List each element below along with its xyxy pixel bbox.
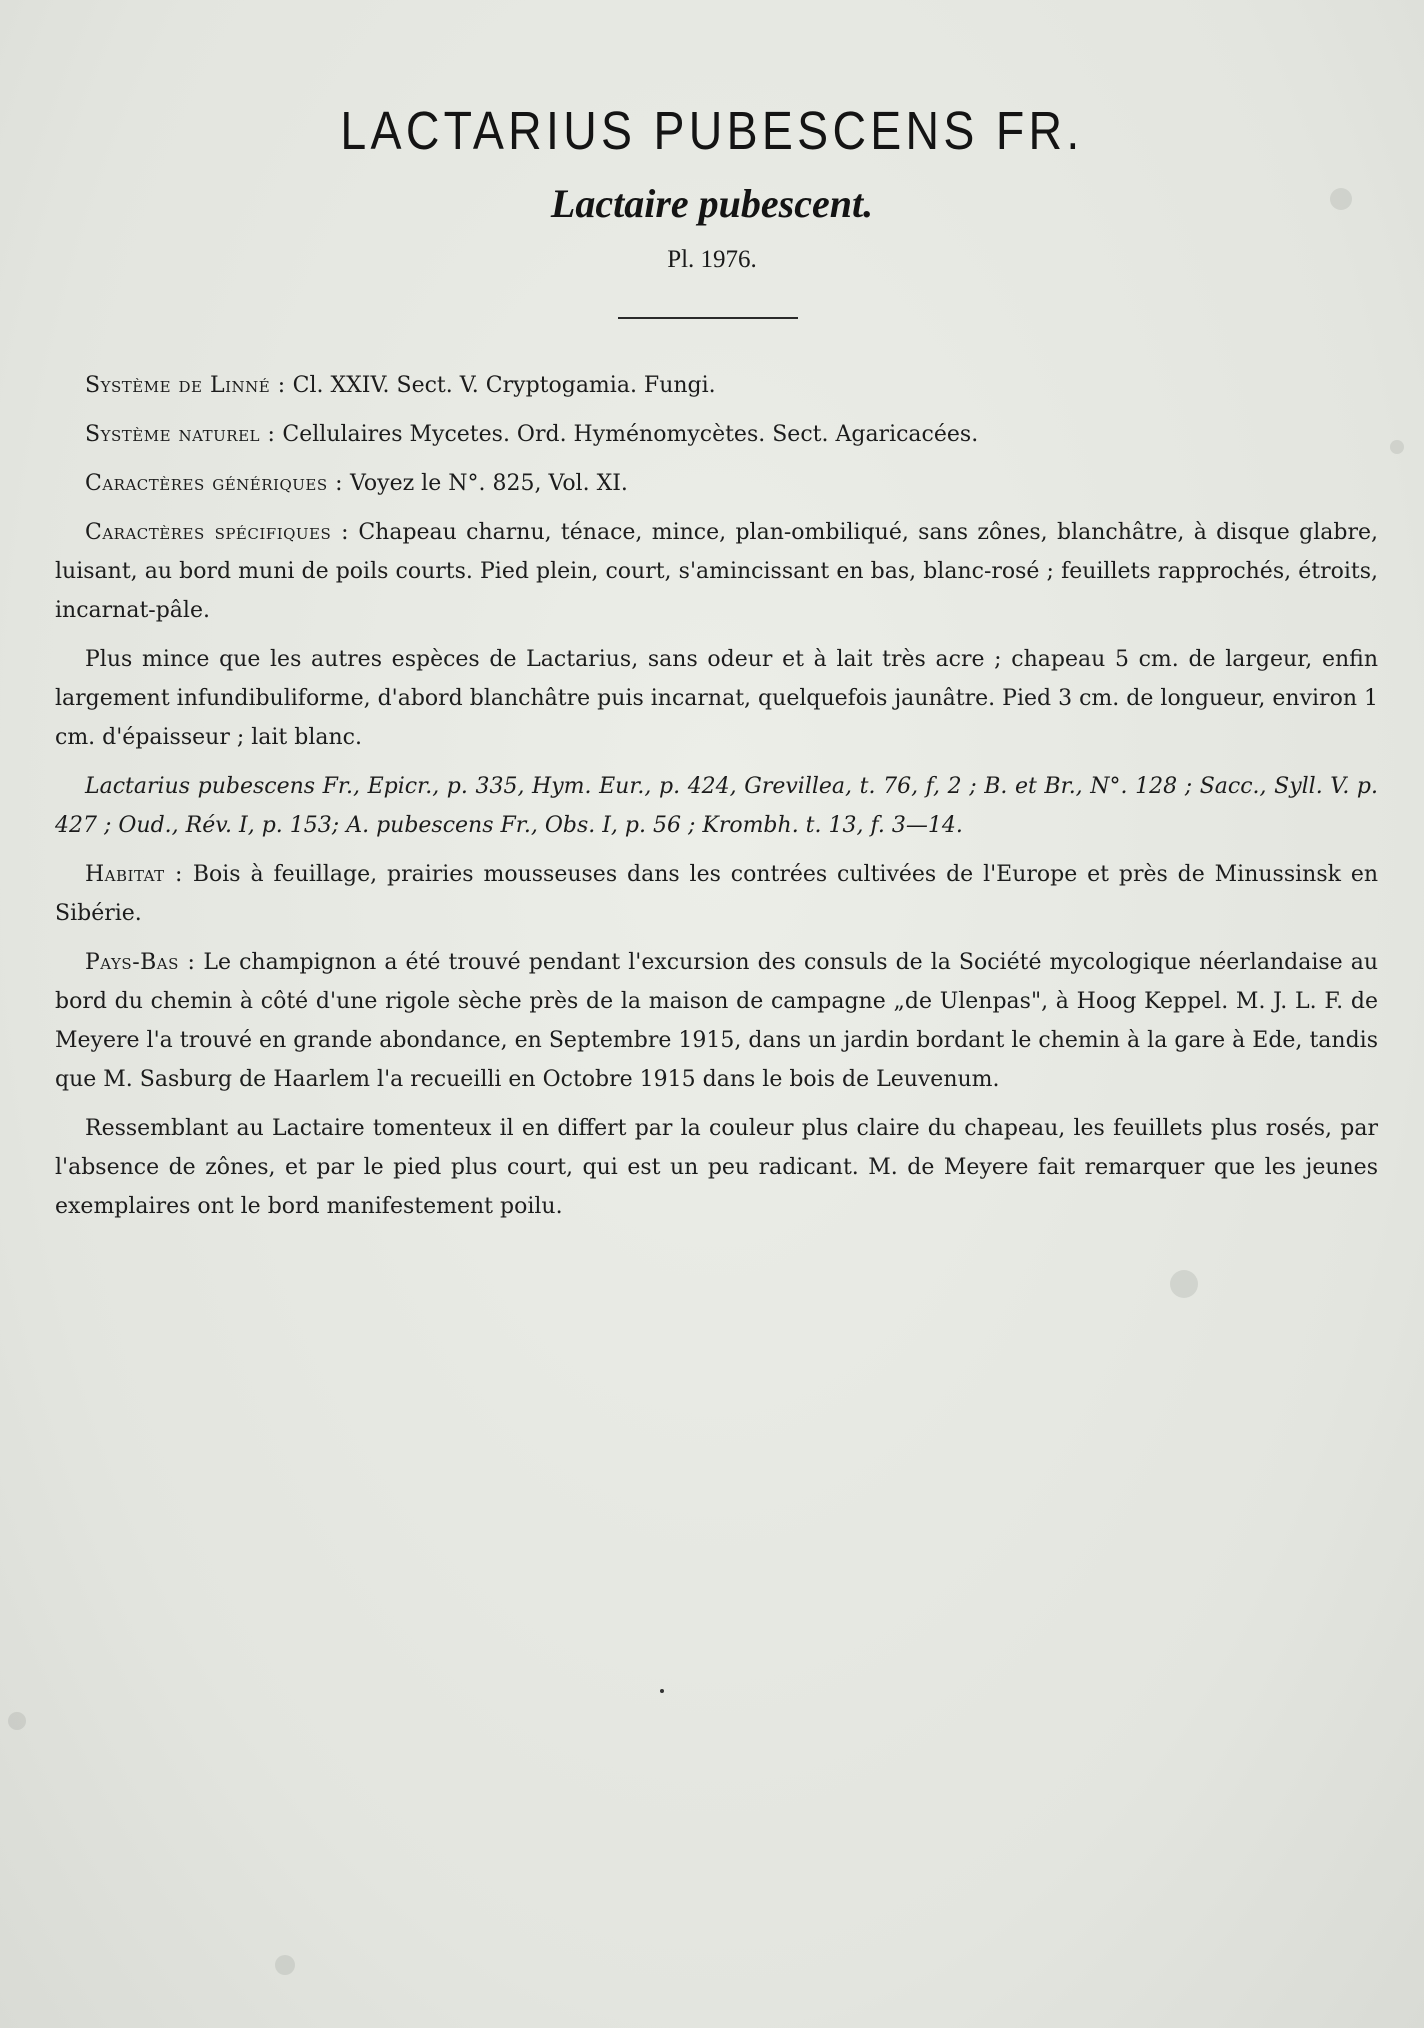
section-text: Chapeau charnu, ténace, mince, plan-ombiliqué, sans zônes, blanchâtre, à disque glabre, luisant, au bord muni de poils courts. Pied plein, court, s'amincissant en bas, blanc-rosé ; feuillets rapprochés, étroits, incarnat-pâle. — [55, 520, 1378, 623]
section-label: Pays-Bas : — [85, 950, 196, 975]
section-text: Cl. XXIV. Sect. V. Cryptogamia. Fungi. — [285, 373, 716, 398]
paragraph-caracteres-generiques — [55, 464, 1378, 503]
section-text: Cellulaires Mycetes. Ord. Hyménomycètes. Sect. Agaricacées. — [275, 422, 979, 447]
paragraph-description — [55, 640, 1378, 757]
paragraph-pays-bas — [55, 943, 1378, 1099]
page-title: LACTARIUS PUBESCENS FR. — [340, 101, 1084, 161]
page-subtitle: Lactaire pubescent. — [550, 181, 874, 226]
section-text: Bois à feuillage, prairies mousseuses dans les contrées cultivées de l'Europe et près de Minussinsk en Sibérie. — [55, 862, 1379, 926]
section-text: Ressemblant au Lactaire tomenteux il en differt par la couleur plus claire du chapeau, les feuillets plus rosés, par l'absence de zônes, et par le pied plus court, qui est un peu radicant. M. de Meyere fait remarquer que les jeunes exemplaires ont le bord manifestement poilu. — [55, 1116, 1378, 1219]
section-label: Système de Linné : — [85, 373, 286, 398]
paragraph-comparison — [55, 1109, 1378, 1226]
paper-smudge — [8, 1712, 26, 1730]
document-body — [55, 366, 1378, 1236]
paragraph-caracteres-specifiques — [55, 513, 1378, 630]
paragraph-systeme-linne — [55, 366, 1378, 405]
ink-speck — [660, 1689, 664, 1693]
section-label: Caractères génériques : — [85, 471, 344, 496]
paper-smudge — [275, 1955, 295, 1975]
section-label: Caractères spécifiques : — [85, 520, 350, 545]
section-text: Lactarius pubescens Fr., Epicr., p. 335, Hym. Eur., p. 424, Grevillea, t. 76, f, 2 ; B. et Br., N°. 128 ; Sacc., Syll. V. p. 427 ; Oud., Rév. I, p. 153; A. pubescens Fr., Obs. I, p. 56 ; Krombh. t. 13, f. 3—14. — [55, 774, 1378, 838]
paragraph-habitat — [55, 855, 1378, 933]
section-text: Le champignon a été trouvé pendant l'excursion des consuls de la Société mycologique néerlandaise au bord du chemin à côté d'une rigole sèche près de la maison de campagne „de Ulenpas", à Hoog Keppel. M. J. L. F. de Meyere l'a trouvé en grande abondance, en Septembre 1915, dans un jardin bordant le chemin à la gare à Ede, tandis que M. Sasburg de Haarlem l'a recueilli en Octobre 1915 dans le bois de Leuvenum. — [55, 950, 1378, 1092]
paper-smudge — [1170, 1270, 1198, 1298]
section-label: Habitat : — [85, 862, 183, 887]
plate-number: Pl. 1976. — [667, 246, 757, 273]
section-text: Plus mince que les autres espèces de Lactarius, sans odeur et à lait très acre ; chapeau 5 cm. de largeur, enfin largement infundibuliforme, d'abord blanchâtre puis incarnat, quelquefois jaunâtre. Pied 3 cm. de longueur, environ 1 cm. d'épaisseur ; lait blanc. — [55, 647, 1378, 750]
paragraph-references — [55, 767, 1378, 845]
paper-smudge — [1390, 440, 1404, 454]
paragraph-systeme-naturel — [55, 415, 1378, 454]
section-text: Voyez le N°. 825, Vol. XI. — [343, 471, 628, 496]
section-label: Système naturel : — [85, 422, 276, 447]
title-divider — [618, 317, 798, 319]
